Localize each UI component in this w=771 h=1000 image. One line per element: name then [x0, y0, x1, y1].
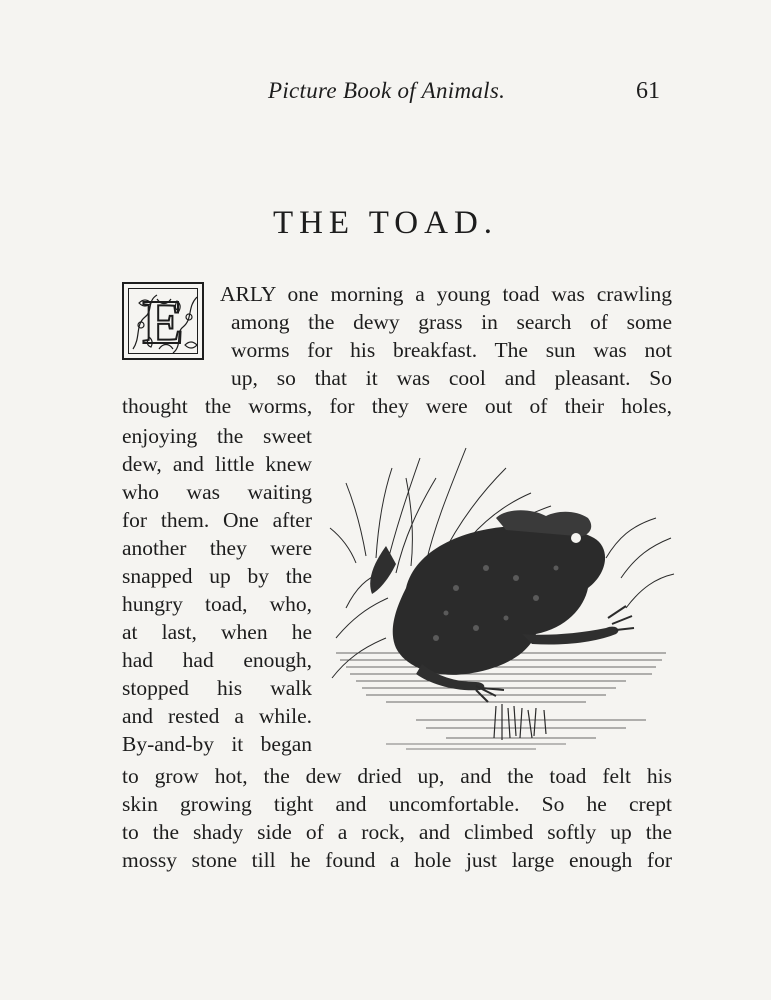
ground-hatching	[336, 653, 666, 738]
body-line: mossy stone till he found a hole just large enough for	[122, 848, 672, 872]
dropcap-letter: E	[142, 289, 184, 354]
body-line: snapped up by the	[122, 564, 312, 588]
body-line: thought the worms, for they were out of their holes,	[122, 394, 672, 418]
toad-figure	[370, 510, 634, 702]
body-line: who was waiting	[122, 480, 312, 504]
water-lines	[386, 744, 566, 749]
body-line: stopped his walk	[122, 676, 312, 700]
body-line: enjoying the sweet	[122, 424, 312, 448]
body-line: skin growing tight and uncomfortable. So he crept	[122, 792, 672, 816]
body-line: dew, and little knew	[122, 452, 312, 476]
body-line: to the shady side of a rock, and climbed softly up the	[122, 820, 672, 844]
dropcap-frame	[128, 288, 198, 354]
body-line: among the dewy grass in search of some	[231, 310, 672, 334]
body-line: another they were	[122, 536, 312, 560]
body-line: for them. One after	[122, 508, 312, 532]
body-line: up, so that it was cool and pleasant. So	[231, 366, 672, 390]
body-line: worms for his breakfast. The sun was not	[231, 338, 672, 362]
toad-engraving-illustration	[326, 438, 676, 753]
body-line: at last, when he	[122, 620, 312, 644]
body-line: to grow hot, the dew dried up, and the toad felt his	[122, 764, 672, 788]
body-line: ARLY one morning a young toad was crawling	[220, 282, 672, 306]
water-reeds	[494, 704, 546, 740]
chapter-title: THE TOAD.	[272, 205, 499, 241]
ornamental-dropcap	[122, 282, 204, 360]
body-line: and rested a while.	[122, 704, 312, 728]
body-line: had had enough,	[122, 648, 312, 672]
page-number: 61	[636, 78, 660, 104]
body-line: By-and-by it began	[122, 732, 312, 756]
body-line: hungry toad, who,	[122, 592, 312, 616]
running-head: Picture Book of Animals.	[268, 78, 506, 103]
